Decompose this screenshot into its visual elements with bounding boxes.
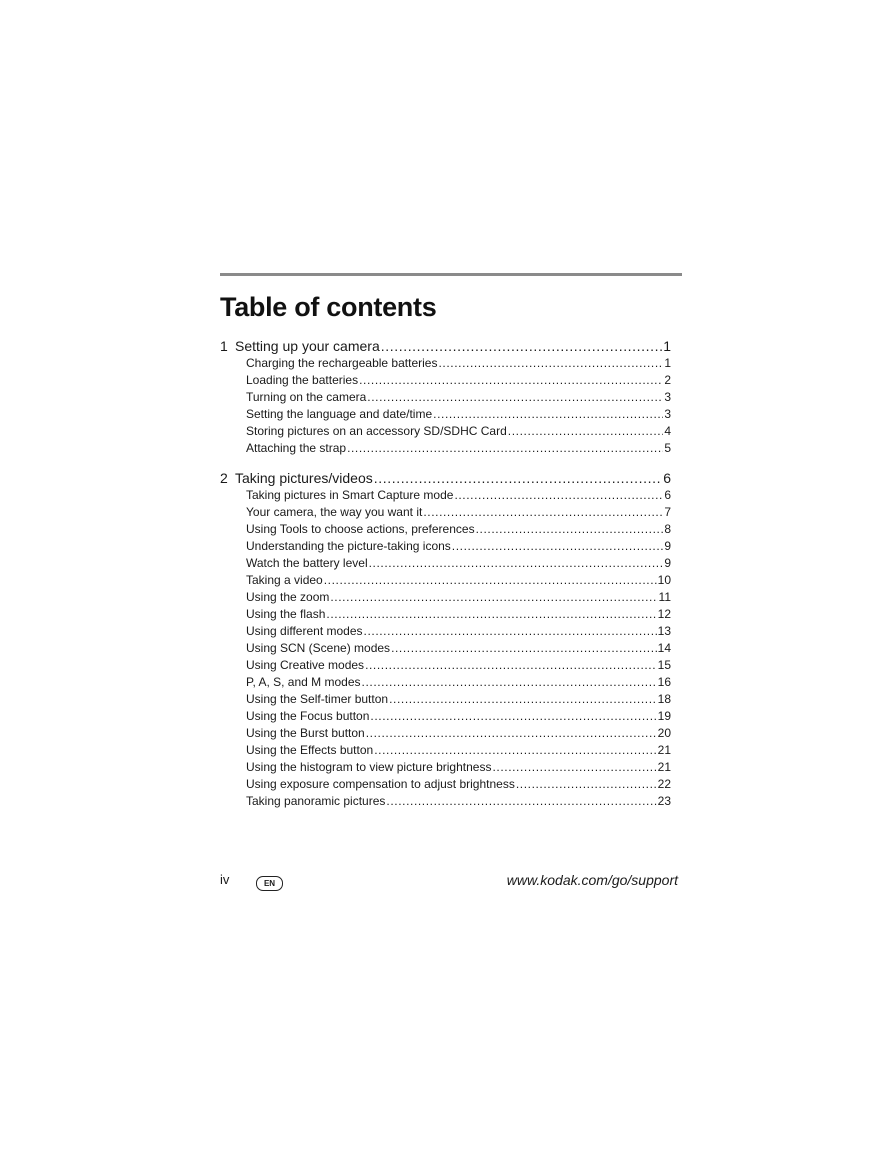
chapter-number: 2 xyxy=(220,470,228,486)
entry-label: Setting the language and date/time xyxy=(246,407,433,421)
entry-label: Attaching the strap xyxy=(246,441,347,455)
entry-page: 21 xyxy=(657,760,671,774)
entry-label: Taking a video xyxy=(246,573,323,587)
entry-page: 20 xyxy=(657,726,671,740)
toc-entry[interactable] xyxy=(246,589,671,606)
dot-leader xyxy=(391,640,657,657)
entry-page: 1 xyxy=(664,356,671,370)
entry-page: 23 xyxy=(657,794,671,808)
entry-page: 3 xyxy=(664,407,671,421)
dot-leader xyxy=(324,572,657,589)
entry-label: Using the Self-timer button xyxy=(246,692,389,706)
dot-leader xyxy=(476,521,664,538)
entry-page: 6 xyxy=(664,488,671,502)
entry-page: 22 xyxy=(657,777,671,791)
page-number: iv xyxy=(220,872,230,887)
entry-page: 13 xyxy=(657,624,671,638)
dot-leader xyxy=(433,406,663,423)
toc-entry[interactable] xyxy=(246,355,671,372)
dot-leader xyxy=(389,691,657,708)
entry-page: 15 xyxy=(657,658,671,672)
toc-entry[interactable] xyxy=(246,657,671,674)
entry-page: 10 xyxy=(657,573,671,587)
dot-leader xyxy=(326,606,656,623)
toc-entry[interactable] xyxy=(246,572,671,589)
dot-leader xyxy=(365,657,657,674)
chapter-heading[interactable] xyxy=(220,337,671,355)
header-rule xyxy=(220,273,682,276)
page-title: Table of contents xyxy=(220,292,437,322)
entry-page: 9 xyxy=(664,539,671,553)
dot-leader xyxy=(452,538,664,555)
entry-page: 11 xyxy=(658,590,671,604)
language-badge: EN xyxy=(256,876,283,891)
entry-label: Understanding the picture-taking icons xyxy=(246,539,451,553)
dot-leader xyxy=(330,589,657,606)
entry-page: 7 xyxy=(664,505,671,519)
toc-entry[interactable] xyxy=(246,708,671,725)
toc-entry[interactable] xyxy=(246,691,671,708)
entry-page: 3 xyxy=(664,390,671,404)
dot-leader xyxy=(364,623,657,640)
dot-leader xyxy=(374,742,656,759)
dot-leader xyxy=(359,372,663,389)
dot-leader xyxy=(362,674,657,691)
toc-entry[interactable] xyxy=(246,406,671,423)
toc-entry[interactable] xyxy=(246,776,671,793)
chapter-number: 1 xyxy=(220,338,228,354)
dot-leader xyxy=(423,504,663,521)
page-footer xyxy=(220,872,678,892)
chapter-page: 6 xyxy=(663,470,671,486)
table-of-contents xyxy=(220,337,671,822)
entry-label: Using the Effects button xyxy=(246,743,374,757)
entry-label: Using Creative modes xyxy=(246,658,365,672)
toc-entry[interactable] xyxy=(246,372,671,389)
chapter-label: Setting up your camera xyxy=(235,338,380,354)
toc-entry[interactable] xyxy=(246,640,671,657)
chapter-page: 1 xyxy=(663,338,671,354)
toc-entry[interactable] xyxy=(246,623,671,640)
entry-page: 9 xyxy=(664,556,671,570)
toc-entry[interactable] xyxy=(246,674,671,691)
toc-entry[interactable] xyxy=(246,759,671,776)
entry-label: Loading the batteries xyxy=(246,373,359,387)
toc-entry[interactable] xyxy=(246,793,671,810)
chapter-2 xyxy=(220,469,671,810)
dot-leader xyxy=(367,389,663,406)
entry-label: Using the zoom xyxy=(246,590,330,604)
entry-label: Taking panoramic pictures xyxy=(246,794,386,808)
entry-label: P, A, S, and M modes xyxy=(246,675,361,689)
entry-label: Using the flash xyxy=(246,607,326,621)
entry-page: 18 xyxy=(657,692,671,706)
dot-leader xyxy=(369,555,664,572)
entry-page: 8 xyxy=(664,522,671,536)
dot-leader xyxy=(492,759,656,776)
chapter-1 xyxy=(220,337,671,457)
entry-label: Using Tools to choose actions, preferences xyxy=(246,522,475,536)
dot-leader xyxy=(516,776,657,793)
entry-page: 4 xyxy=(664,424,671,438)
entry-label: Using the Burst button xyxy=(246,726,365,740)
dot-leader xyxy=(381,337,662,355)
dot-leader xyxy=(347,440,663,457)
entry-page: 12 xyxy=(657,607,671,621)
entry-page: 19 xyxy=(657,709,671,723)
document-page xyxy=(220,0,682,1155)
toc-entry[interactable] xyxy=(246,389,671,406)
entry-label: Taking pictures in Smart Capture mode xyxy=(246,488,454,502)
entry-label: Charging the rechargeable batteries xyxy=(246,356,438,370)
toc-entry[interactable] xyxy=(246,423,671,440)
dot-leader xyxy=(386,793,656,810)
toc-entry[interactable] xyxy=(246,538,671,555)
entry-label: Storing pictures on an accessory SD/SDHC Card xyxy=(246,424,507,438)
toc-entry[interactable] xyxy=(246,742,671,759)
entry-label: Turning on the camera xyxy=(246,390,367,404)
entry-label: Using the histogram to view picture brightness xyxy=(246,760,492,774)
entry-page: 16 xyxy=(657,675,671,689)
support-url-link[interactable]: www.kodak.com/go/support xyxy=(506,872,678,888)
entry-label: Your camera, the way you want it xyxy=(246,505,423,519)
entry-page: 14 xyxy=(657,641,671,655)
toc-entry[interactable] xyxy=(246,487,671,504)
entry-label: Using SCN (Scene) modes xyxy=(246,641,391,655)
dot-leader xyxy=(366,725,657,742)
chapter-label: Taking pictures/videos xyxy=(235,470,373,486)
entry-page: 2 xyxy=(664,373,671,387)
toc-entry[interactable] xyxy=(246,606,671,623)
dot-leader xyxy=(374,469,662,487)
entry-label: Using different modes xyxy=(246,624,363,638)
chapter-heading[interactable] xyxy=(220,469,671,487)
entry-label: Watch the battery level xyxy=(246,556,368,570)
dot-leader xyxy=(508,423,664,440)
toc-entry[interactable] xyxy=(246,440,671,457)
toc-entry[interactable] xyxy=(246,521,671,538)
toc-entry[interactable] xyxy=(246,555,671,572)
toc-entry[interactable] xyxy=(246,725,671,742)
entry-label: Using exposure compensation to adjust brightness xyxy=(246,777,515,791)
entry-page: 5 xyxy=(664,441,671,455)
dot-leader xyxy=(438,355,663,372)
entry-page: 21 xyxy=(657,743,671,757)
dot-leader xyxy=(370,708,656,725)
entry-label: Using the Focus button xyxy=(246,709,370,723)
toc-entry[interactable] xyxy=(246,504,671,521)
dot-leader xyxy=(454,487,663,504)
